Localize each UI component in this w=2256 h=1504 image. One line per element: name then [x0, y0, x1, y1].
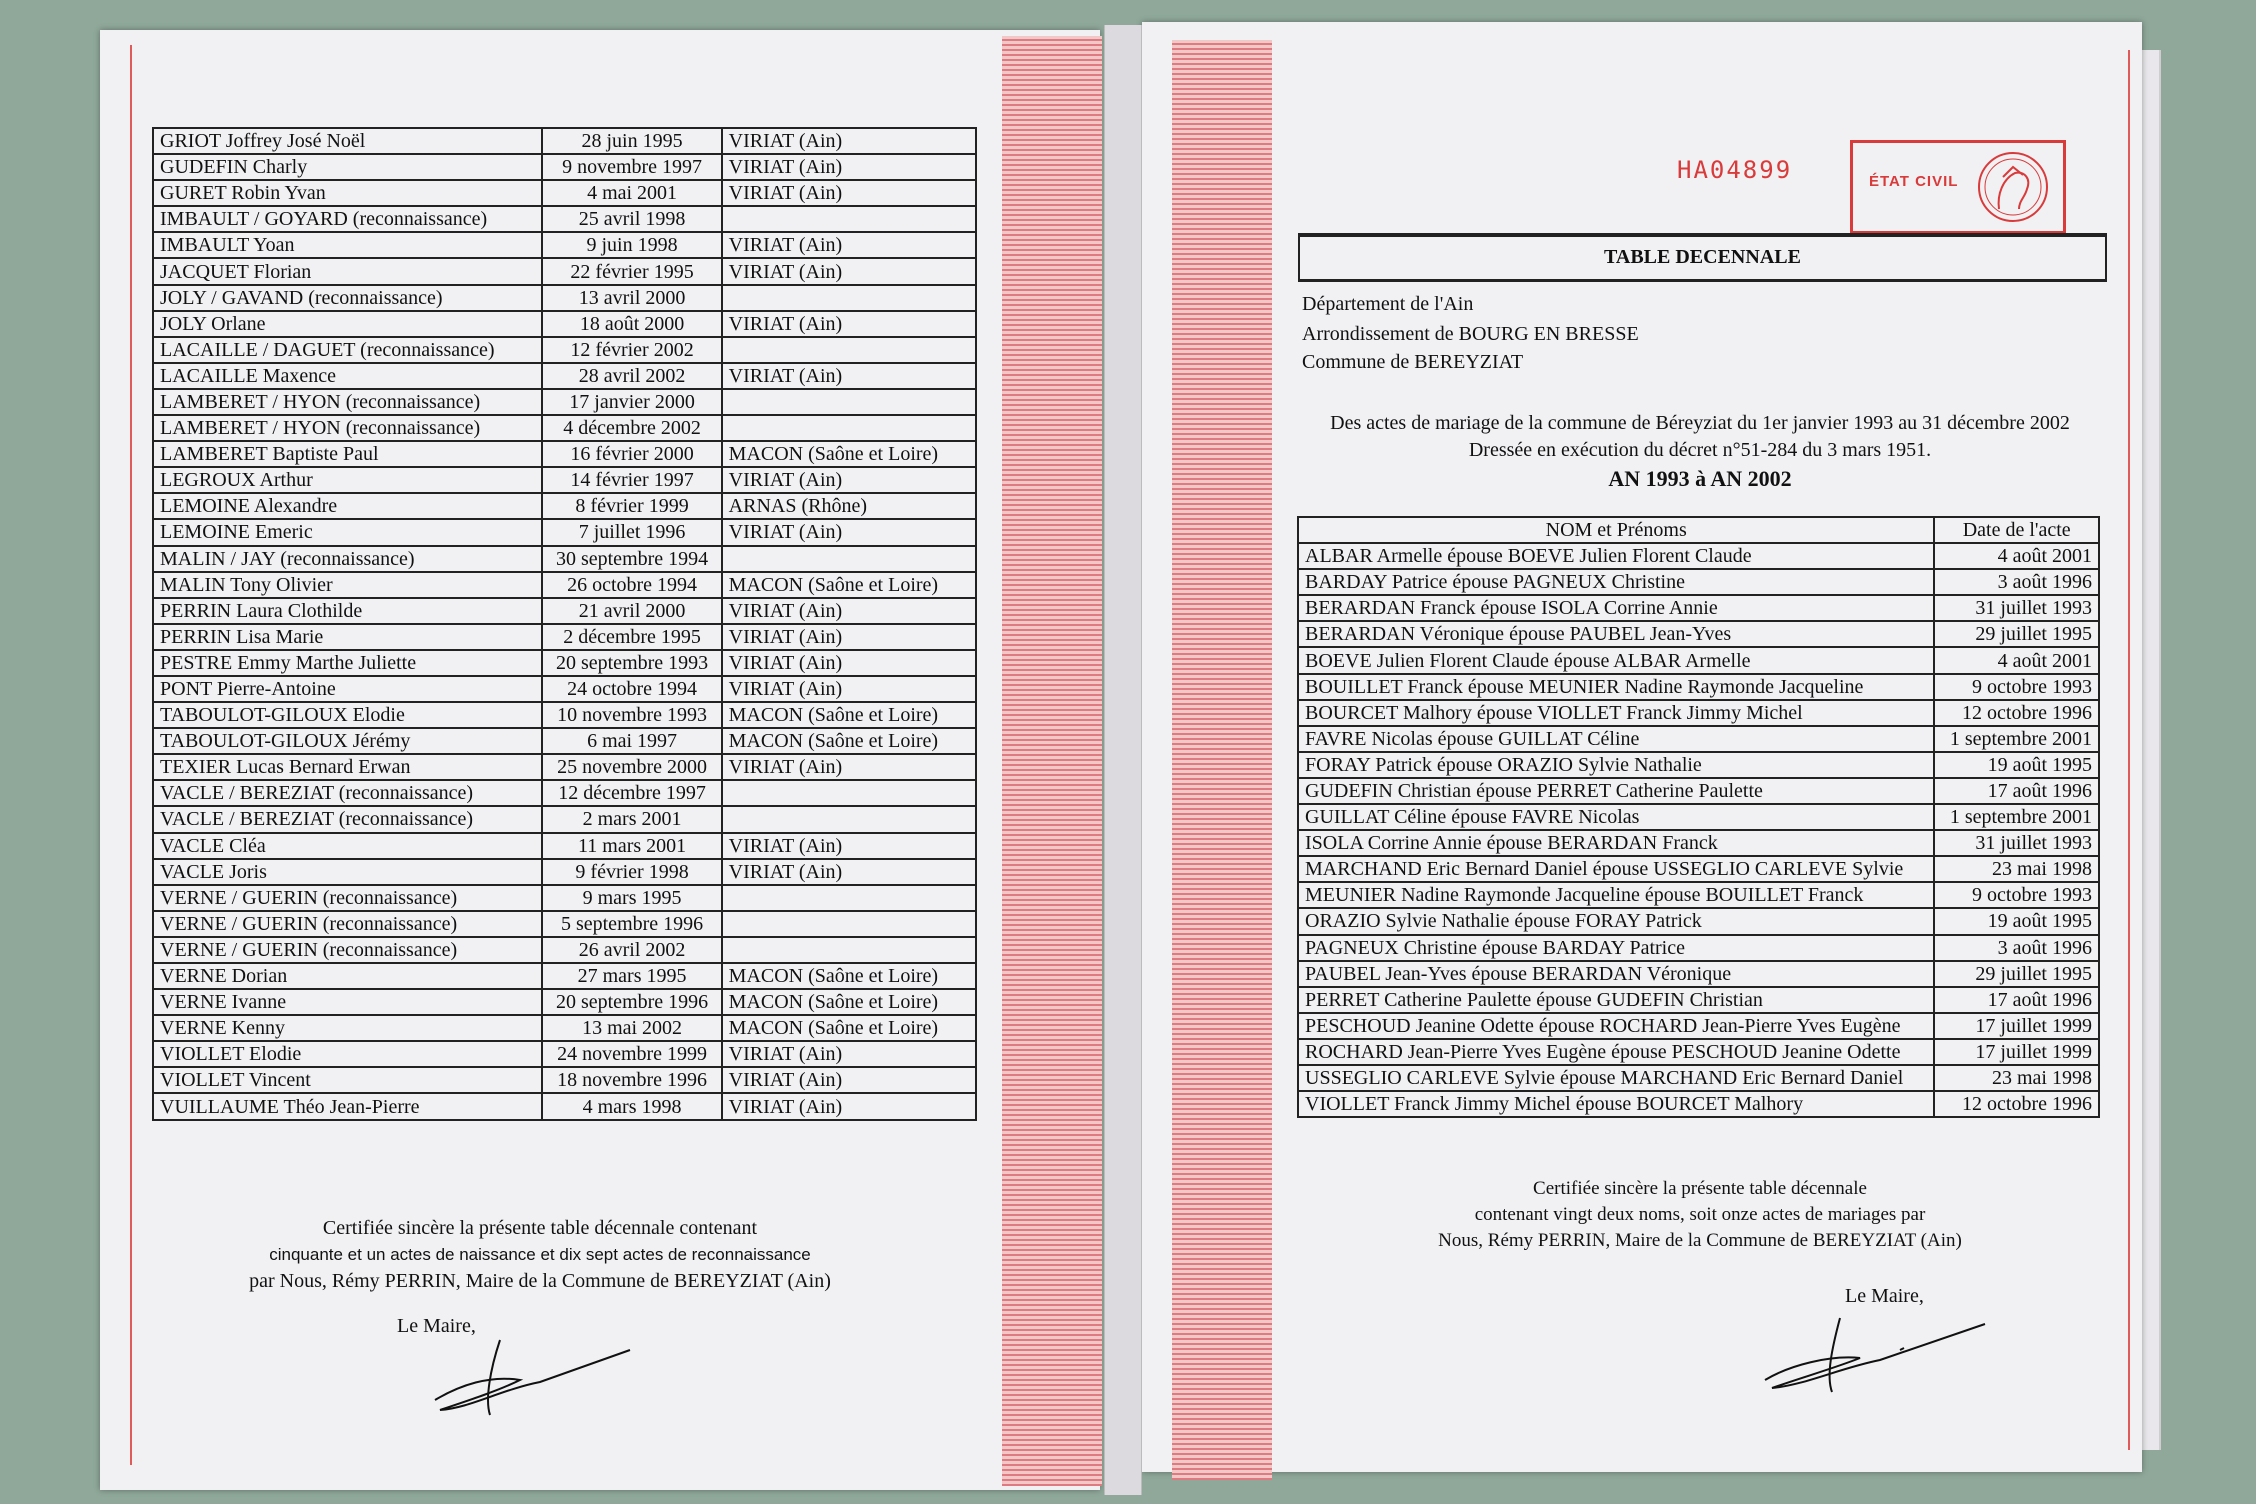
table-row [1298, 830, 2099, 856]
name-cell: VACLE Cléa [153, 833, 542, 859]
date-cell: 10 novembre 1993 [542, 702, 721, 728]
name-cell: ISOLA Corrine Annie épouse BERARDAN Franck [1298, 830, 1934, 856]
table-row [153, 180, 976, 206]
table-row [153, 859, 976, 885]
name-cell: PAUBEL Jean-Yves épouse BERARDAN Véronique [1298, 961, 1934, 987]
name-cell: FAVRE Nicolas épouse GUILLAT Céline [1298, 726, 1934, 752]
table-row [1298, 1013, 2099, 1039]
date-cell: 1 septembre 2001 [1934, 726, 2099, 752]
date-cell: 29 juillet 1995 [1934, 621, 2099, 647]
name-cell: PESCHOUD Jeanine Odette épouse ROCHARD Jean-Pierre Yves Eugène [1298, 1013, 1934, 1039]
place-cell [722, 937, 976, 963]
table-row [153, 572, 976, 598]
table-row [153, 363, 976, 389]
spine [1104, 25, 1142, 1495]
name-cell: MEUNIER Nadine Raymonde Jacqueline épouse BOUILLET Franck [1298, 882, 1934, 908]
date-cell: 28 juin 1995 [542, 128, 721, 154]
table-row [153, 676, 976, 702]
binding-band-right [1172, 40, 1272, 1480]
date-cell: 4 mai 2001 [542, 180, 721, 206]
arrondissement: Arrondissement de BOURG EN BRESSE [1302, 323, 1639, 345]
table-row [1298, 778, 2099, 804]
date-cell: 12 octobre 1996 [1934, 700, 2099, 726]
date-cell: 18 août 2000 [542, 311, 721, 337]
table-row [153, 415, 976, 441]
date-cell: 19 août 1995 [1934, 752, 2099, 778]
place-cell: VIRIAT (Ain) [722, 180, 976, 206]
date-cell: 12 février 2002 [542, 337, 721, 363]
name-cell: VERNE / GUERIN (reconnaissance) [153, 911, 542, 937]
table-row [1298, 908, 2099, 934]
name-cell: JOLY Orlane [153, 311, 542, 337]
date-cell: 2 mars 2001 [542, 806, 721, 832]
table-row [1298, 752, 2099, 778]
marriage-register-table [1297, 516, 2100, 1118]
place-cell: VIRIAT (Ain) [722, 128, 976, 154]
table-row [153, 258, 976, 284]
name-cell: MARCHAND Eric Bernard Daniel épouse USSEGLIO CARLEVE Sylvie [1298, 856, 1934, 882]
place-cell [722, 806, 976, 832]
date-cell: 6 mai 1997 [542, 728, 721, 754]
left-cert-line1: Certifiée sincère la présente table décennale contenant [322, 1217, 758, 1239]
table-row [153, 833, 976, 859]
table-row [153, 885, 976, 911]
name-cell: GUDEFIN Charly [153, 154, 542, 180]
right-cert-line2: contenant vingt deux noms, soit onze actes de mariages par [1474, 1204, 1926, 1225]
commune: Commune de BEREYZIAT [1302, 351, 1524, 373]
table-row [1298, 1039, 2099, 1065]
place-cell: VIRIAT (Ain) [722, 232, 976, 258]
date-cell: 1 septembre 2001 [1934, 804, 2099, 830]
place-cell [722, 285, 976, 311]
place-cell: MACON (Saône et Loire) [722, 989, 976, 1015]
name-cell: VACLE / BEREZIAT (reconnaissance) [153, 806, 542, 832]
name-cell: VERNE Ivanne [153, 989, 542, 1015]
date-cell: 9 octobre 1993 [1934, 882, 2099, 908]
left-signatory: Le Maire, [397, 1315, 476, 1337]
name-cell: BOEVE Julien Florent Claude épouse ALBAR Armelle [1298, 647, 1934, 673]
date-cell: 9 février 1998 [542, 859, 721, 885]
name-cell: BOURCET Malhory épouse VIOLLET Franck Jimmy Michel [1298, 700, 1934, 726]
right-cert-line3: Nous, Rémy PERRIN, Maire de la Commune de BEREYZIAT (Ain) [1438, 1230, 1962, 1251]
place-cell [722, 780, 976, 806]
date-cell: 4 mars 1998 [542, 1093, 721, 1119]
table-row [153, 232, 976, 258]
left-cert-line2: cinquante et un actes de naissance et dix sept actes de reconnaissance [269, 1245, 811, 1264]
description-line2: Dressée en exécution du décret n°51-284 du 3 mars 1951. [1468, 439, 1932, 461]
table-row [153, 754, 976, 780]
name-cell: TABOULOT-GILOUX Elodie [153, 702, 542, 728]
table-row [153, 337, 976, 363]
date-cell: 7 juillet 1996 [542, 519, 721, 545]
place-cell [722, 546, 976, 572]
place-cell [722, 206, 976, 232]
table-row [153, 519, 976, 545]
table-row [153, 546, 976, 572]
place-cell: VIRIAT (Ain) [722, 833, 976, 859]
place-cell: MACON (Saône et Loire) [722, 728, 976, 754]
date-cell: 25 avril 1998 [542, 206, 721, 232]
date-cell: 13 mai 2002 [542, 1015, 721, 1041]
place-cell: ARNAS (Rhône) [722, 493, 976, 519]
table-row [1298, 856, 2099, 882]
place-cell [722, 337, 976, 363]
name-cell: USSEGLIO CARLEVE Sylvie épouse MARCHAND Eric Bernard Daniel [1298, 1065, 1934, 1091]
table-row [1298, 621, 2099, 647]
place-cell: MACON (Saône et Loire) [722, 441, 976, 467]
date-cell: 4 décembre 2002 [542, 415, 721, 441]
table-row [1298, 595, 2099, 621]
table-row [153, 206, 976, 232]
table-row [153, 1067, 976, 1093]
table-row [1298, 700, 2099, 726]
table-row [153, 1093, 976, 1119]
name-cell: LACAILLE Maxence [153, 363, 542, 389]
place-cell: VIRIAT (Ain) [722, 519, 976, 545]
table-row [153, 937, 976, 963]
column-header-name: NOM et Prénoms [1298, 517, 1934, 543]
date-cell: 31 juillet 1993 [1934, 595, 2099, 621]
left-margin-line [130, 45, 132, 1465]
date-cell: 9 octobre 1993 [1934, 674, 2099, 700]
place-cell: VIRIAT (Ain) [722, 1067, 976, 1093]
date-cell: 14 février 1997 [542, 467, 721, 493]
name-cell: JOLY / GAVAND (reconnaissance) [153, 285, 542, 311]
table-row [153, 389, 976, 415]
place-cell: MACON (Saône et Loire) [722, 572, 976, 598]
table-row [1298, 1091, 2099, 1117]
date-cell: 9 novembre 1997 [542, 154, 721, 180]
place-cell: VIRIAT (Ain) [722, 676, 976, 702]
table-row [153, 128, 976, 154]
name-cell: GURET Robin Yvan [153, 180, 542, 206]
place-cell: VIRIAT (Ain) [722, 754, 976, 780]
stamp-label: ÉTAT CIVIL [1869, 173, 1959, 190]
etat-civil-stamp [1850, 140, 2066, 234]
name-cell: LAMBERET / HYON (reconnaissance) [153, 415, 542, 441]
name-cell: BERARDAN Véronique épouse PAUBEL Jean-Yves [1298, 621, 1934, 647]
name-cell: VACLE Joris [153, 859, 542, 885]
date-cell: 17 juillet 1999 [1934, 1039, 2099, 1065]
document-id: HA04899 [1677, 156, 1793, 184]
table-title: TABLE DECENNALE [1298, 233, 2107, 282]
date-cell: 23 mai 1998 [1934, 856, 2099, 882]
date-cell: 20 septembre 1993 [542, 650, 721, 676]
date-cell: 17 août 1996 [1934, 778, 2099, 804]
place-cell: VIRIAT (Ain) [722, 1093, 976, 1119]
date-cell: 26 avril 2002 [542, 937, 721, 963]
name-cell: VERNE / GUERIN (reconnaissance) [153, 885, 542, 911]
name-cell: VERNE / GUERIN (reconnaissance) [153, 937, 542, 963]
date-cell: 28 avril 2002 [542, 363, 721, 389]
name-cell: VUILLAUME Théo Jean-Pierre [153, 1093, 542, 1119]
place-cell [722, 389, 976, 415]
table-row [153, 728, 976, 754]
date-cell: 31 juillet 1993 [1934, 830, 2099, 856]
name-cell: TEXIER Lucas Bernard Erwan [153, 754, 542, 780]
table-row [153, 1041, 976, 1067]
place-cell: VIRIAT (Ain) [722, 467, 976, 493]
name-cell: PAGNEUX Christine épouse BARDAY Patrice [1298, 935, 1934, 961]
right-margin-line [2128, 50, 2130, 1450]
date-cell: 4 août 2001 [1934, 543, 2099, 569]
table-row [153, 989, 976, 1015]
name-cell: LEMOINE Emeric [153, 519, 542, 545]
date-cell: 3 août 1996 [1934, 935, 2099, 961]
place-cell: VIRIAT (Ain) [722, 154, 976, 180]
place-cell: VIRIAT (Ain) [722, 311, 976, 337]
place-cell: VIRIAT (Ain) [722, 598, 976, 624]
table-row [153, 1015, 976, 1041]
name-cell: VIOLLET Vincent [153, 1067, 542, 1093]
name-cell: VACLE / BEREZIAT (reconnaissance) [153, 780, 542, 806]
table-row [153, 650, 976, 676]
date-cell: 23 mai 1998 [1934, 1065, 2099, 1091]
date-cell: 5 septembre 1996 [542, 911, 721, 937]
name-cell: ROCHARD Jean-Pierre Yves Eugène épouse PESCHOUD Jeanine Odette [1298, 1039, 1934, 1065]
name-cell: MALIN Tony Olivier [153, 572, 542, 598]
place-cell: MACON (Saône et Loire) [722, 1015, 976, 1041]
table-row [1298, 804, 2099, 830]
name-cell: LAMBERET / HYON (reconnaissance) [153, 389, 542, 415]
table-row [153, 780, 976, 806]
date-cell: 24 novembre 1999 [542, 1041, 721, 1067]
table-row [1298, 726, 2099, 752]
binding-band-left [1002, 36, 1102, 1486]
date-cell: 12 décembre 1997 [542, 780, 721, 806]
table-row [153, 911, 976, 937]
date-cell: 17 août 1996 [1934, 987, 2099, 1013]
date-cell: 17 juillet 1999 [1934, 1013, 2099, 1039]
place-cell: VIRIAT (Ain) [722, 624, 976, 650]
place-cell: VIRIAT (Ain) [722, 258, 976, 284]
table-row [153, 624, 976, 650]
left-register-table [152, 127, 977, 1121]
place-cell: MACON (Saône et Loire) [722, 702, 976, 728]
name-cell: GUDEFIN Christian épouse PERRET Catherine Paulette [1298, 778, 1934, 804]
table-row [1298, 987, 2099, 1013]
place-cell [722, 885, 976, 911]
place-cell: VIRIAT (Ain) [722, 363, 976, 389]
date-cell: 3 août 1996 [1934, 569, 2099, 595]
date-cell: 2 décembre 1995 [542, 624, 721, 650]
left-cert-line3: par Nous, Rémy PERRIN, Maire de la Commune de BEREYZIAT (Ain) [249, 1270, 831, 1292]
date-cell: 27 mars 1995 [542, 963, 721, 989]
date-cell: 17 janvier 2000 [542, 389, 721, 415]
place-cell: VIRIAT (Ain) [722, 650, 976, 676]
name-cell: ORAZIO Sylvie Nathalie épouse FORAY Patrick [1298, 908, 1934, 934]
date-cell: 9 mars 1995 [542, 885, 721, 911]
name-cell: PERRET Catherine Paulette épouse GUDEFIN Christian [1298, 987, 1934, 1013]
name-cell: GRIOT Joffrey José Noël [153, 128, 542, 154]
table-row [1298, 543, 2099, 569]
date-cell: 18 novembre 1996 [542, 1067, 721, 1093]
marianne-seal-icon [1973, 149, 2053, 225]
left-signature [430, 1330, 640, 1420]
table-row [153, 285, 976, 311]
table-row [153, 493, 976, 519]
table-row [1298, 961, 2099, 987]
date-cell: 26 octobre 1994 [542, 572, 721, 598]
table-row [1298, 647, 2099, 673]
place-cell [722, 911, 976, 937]
name-cell: BERARDAN Franck épouse ISOLA Corrine Annie [1298, 595, 1934, 621]
column-header-date: Date de l'acte [1934, 517, 2099, 543]
date-cell: 13 avril 2000 [542, 285, 721, 311]
date-cell: 9 juin 1998 [542, 232, 721, 258]
table-row [153, 311, 976, 337]
name-cell: IMBAULT Yoan [153, 232, 542, 258]
date-cell: 19 août 1995 [1934, 908, 2099, 934]
date-cell: 20 septembre 1996 [542, 989, 721, 1015]
name-cell: JACQUET Florian [153, 258, 542, 284]
table-row [153, 806, 976, 832]
table-row [1298, 882, 2099, 908]
description-line1: Des actes de mariage de la commune de Béreyziat du 1er janvier 1993 au 31 décembre 2002 [1330, 412, 2070, 434]
date-cell: 24 octobre 1994 [542, 676, 721, 702]
name-cell: BOUILLET Franck épouse MEUNIER Nadine Raymonde Jacqueline [1298, 674, 1934, 700]
date-cell: 21 avril 2000 [542, 598, 721, 624]
place-cell: VIRIAT (Ain) [722, 1041, 976, 1067]
name-cell: GUILLAT Céline épouse FAVRE Nicolas [1298, 804, 1934, 830]
place-cell [722, 415, 976, 441]
date-cell: 22 février 1995 [542, 258, 721, 284]
table-row [153, 441, 976, 467]
date-cell: 16 février 2000 [542, 441, 721, 467]
name-cell: IMBAULT / GOYARD (reconnaissance) [153, 206, 542, 232]
name-cell: TABOULOT-GILOUX Jérémy [153, 728, 542, 754]
date-cell: 4 août 2001 [1934, 647, 2099, 673]
name-cell: LACAILLE / DAGUET (reconnaissance) [153, 337, 542, 363]
name-cell: BARDAY Patrice épouse PAGNEUX Christine [1298, 569, 1934, 595]
name-cell: ALBAR Armelle épouse BOEVE Julien Florent Claude [1298, 543, 1934, 569]
place-cell: VIRIAT (Ain) [722, 859, 976, 885]
right-signature [1760, 1310, 1990, 1400]
name-cell: FORAY Patrick épouse ORAZIO Sylvie Nathalie [1298, 752, 1934, 778]
departement: Département de l'Ain [1302, 293, 1474, 315]
table-row [1298, 674, 2099, 700]
table-row [153, 598, 976, 624]
name-cell: VERNE Kenny [153, 1015, 542, 1041]
name-cell: LAMBERET Baptiste Paul [153, 441, 542, 467]
date-cell: 11 mars 2001 [542, 833, 721, 859]
date-cell: 12 octobre 1996 [1934, 1091, 2099, 1117]
date-cell: 30 septembre 1994 [542, 546, 721, 572]
name-cell: PONT Pierre-Antoine [153, 676, 542, 702]
name-cell: PERRIN Laura Clothilde [153, 598, 542, 624]
name-cell: MALIN / JAY (reconnaissance) [153, 546, 542, 572]
date-cell: 25 novembre 2000 [542, 754, 721, 780]
table-row [153, 467, 976, 493]
right-signatory: Le Maire, [1845, 1285, 1924, 1307]
table-row [153, 154, 976, 180]
table-row [1298, 1065, 2099, 1091]
table-row [1298, 569, 2099, 595]
years-range: AN 1993 à AN 2002 [1608, 466, 1792, 491]
name-cell: VIOLLET Elodie [153, 1041, 542, 1067]
date-cell: 29 juillet 1995 [1934, 961, 2099, 987]
name-cell: LEGROUX Arthur [153, 467, 542, 493]
place-cell: MACON (Saône et Loire) [722, 963, 976, 989]
right-cert-line1: Certifiée sincère la présente table décennale [1533, 1178, 1867, 1199]
name-cell: VIOLLET Franck Jimmy Michel épouse BOURCET Malhory [1298, 1091, 1934, 1117]
name-cell: PERRIN Lisa Marie [153, 624, 542, 650]
name-cell: LEMOINE Alexandre [153, 493, 542, 519]
table-row [153, 963, 976, 989]
name-cell: VERNE Dorian [153, 963, 542, 989]
table-row [1298, 935, 2099, 961]
table-row [153, 702, 976, 728]
date-cell: 8 février 1999 [542, 493, 721, 519]
name-cell: PESTRE Emmy Marthe Juliette [153, 650, 542, 676]
